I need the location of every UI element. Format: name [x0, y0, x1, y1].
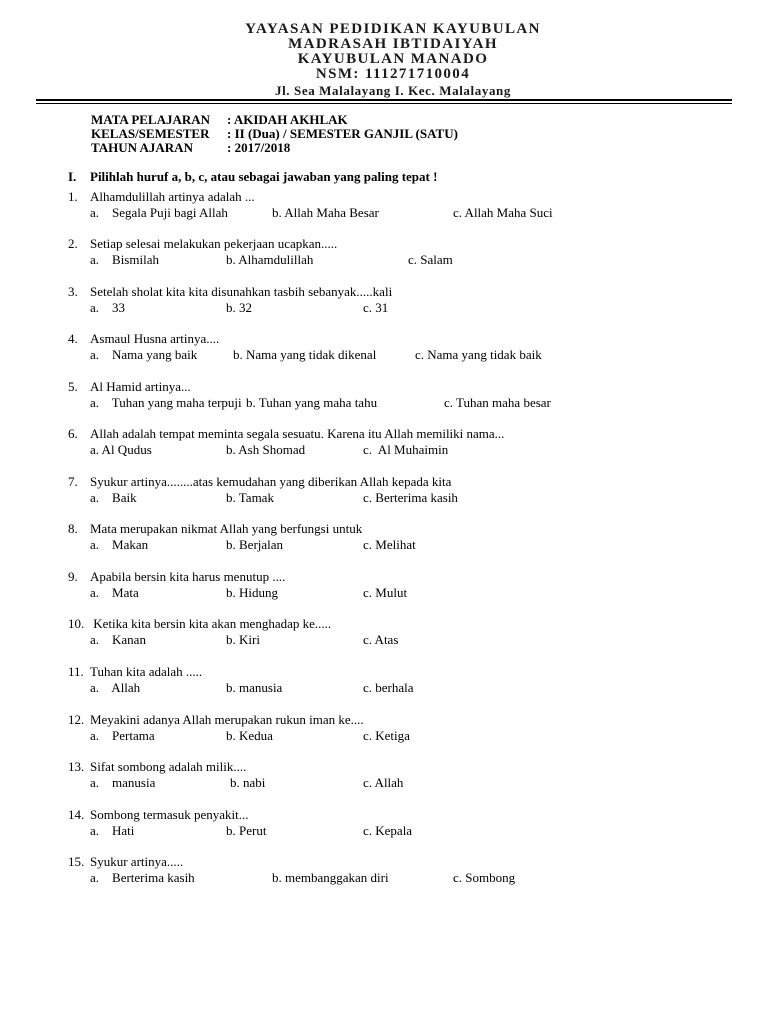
question-stem: [68, 284, 392, 300]
question-stem: [68, 379, 191, 395]
school-name: MADRASAH IBTIDAIYAH: [288, 36, 498, 52]
option-b: b. Kedua: [226, 728, 273, 743]
question-item: [68, 521, 416, 553]
header-divider-thick: [36, 99, 732, 101]
option-b: b. Kiri: [226, 632, 260, 647]
question-text: Syukur artinya.....: [90, 854, 184, 869]
option-c: c. Melihat: [363, 537, 416, 552]
question-number: 11.: [68, 664, 84, 679]
option-a: a. Pertama: [90, 728, 155, 743]
foundation-name: YAYASAN PEDIDIKAN KAYUBULAN: [245, 21, 541, 37]
question-number: 13.: [68, 759, 85, 774]
answer-options: [68, 300, 392, 316]
question-item: [68, 474, 458, 506]
section-number: I.: [68, 169, 77, 184]
option-b: b. Ash Shomad: [226, 442, 306, 457]
question-text: Al Hamid artinya...: [90, 379, 191, 394]
exam-info-row: [91, 127, 458, 141]
question-stem: [68, 474, 451, 490]
question-item: [68, 854, 516, 886]
option-b: b. Nama yang tidak dikenal: [233, 347, 377, 362]
question-text: Mata merupakan nikmat Allah yang berfungsi untuk: [90, 521, 363, 536]
question-stem: [68, 807, 249, 823]
question-stem: [68, 759, 246, 775]
option-a: a. Makan: [90, 537, 149, 552]
question-number: 12.: [68, 712, 85, 727]
question-item: [68, 236, 453, 268]
question-number: 15.: [68, 854, 85, 869]
exam-info-key: KELAS/SEMESTER: [91, 126, 210, 141]
question-item: [68, 379, 551, 411]
question-number: 9.: [68, 569, 78, 584]
question-item: [68, 284, 392, 316]
question-number: 4.: [68, 331, 78, 346]
section-text: Pilihlah huruf a, b, c, atau sebagai jawaban yang paling tepat !: [90, 169, 438, 184]
question-stem: [68, 521, 362, 537]
question-item: [68, 664, 414, 696]
exam-info-value: : II (Dua) / SEMESTER GANJIL (SATU): [227, 126, 458, 141]
option-a: a. Segala Puji bagi Allah: [90, 205, 228, 220]
option-a: a. Allah: [90, 680, 141, 695]
option-c: c. 31: [363, 300, 389, 315]
question-item: [68, 759, 404, 791]
option-c: c. berhala: [363, 680, 414, 695]
answer-options: [68, 395, 551, 411]
option-c: c. Ketiga: [363, 728, 410, 743]
option-a: a. Nama yang baik: [90, 347, 198, 362]
question-item: [68, 569, 408, 601]
answer-options: [68, 680, 414, 696]
answer-options: [68, 537, 416, 553]
answer-options: [68, 252, 453, 268]
option-b: b. Hidung: [226, 585, 278, 600]
option-a: a. Hati: [90, 823, 135, 838]
exam-info-row: [91, 141, 458, 155]
question-stem: [68, 189, 255, 205]
question-number: 5.: [68, 379, 78, 394]
question-text: Ketika kita bersin kita akan menghadap ke.....: [90, 616, 332, 631]
question-item: [68, 426, 504, 458]
option-c: c. Salam: [408, 252, 453, 267]
question-stem: [68, 426, 504, 442]
answer-options: [68, 490, 458, 506]
answer-options: [68, 205, 553, 221]
answer-options: [68, 775, 404, 791]
question-stem: [68, 664, 202, 680]
answer-options: [68, 728, 410, 744]
option-b: b. 32: [226, 300, 252, 315]
option-b: b. Perut: [226, 823, 267, 838]
question-stem: [68, 854, 183, 870]
school-nsm: NSM: 111271710004: [315, 66, 471, 82]
exam-info: [91, 113, 458, 155]
option-c: c. Nama yang tidak baik: [415, 347, 542, 362]
option-a: a. Bismilah: [90, 252, 159, 267]
section-instruction: [68, 169, 437, 185]
answer-options: [68, 347, 542, 363]
question-text: Sifat sombong adalah milik....: [90, 759, 247, 774]
question-item: [68, 331, 542, 363]
question-item: [68, 712, 410, 744]
question-text: Syukur artinya........atas kemudahan yang diberikan Allah kepada kita: [90, 474, 452, 489]
question-item: [68, 807, 413, 839]
question-text: Sombong termasuk penyakit...: [90, 807, 249, 822]
question-stem: [68, 712, 364, 728]
question-text: Asmaul Husna artinya....: [90, 331, 220, 346]
option-b: b. Alhamdulillah: [226, 252, 314, 267]
exam-info-value: : 2017/2018: [227, 140, 291, 155]
question-item: [68, 616, 399, 648]
option-a: a. 33: [90, 300, 126, 315]
answer-options: [68, 632, 399, 648]
question-number: 14.: [68, 807, 85, 822]
exam-info-key: TAHUN AJARAN: [91, 140, 193, 155]
answer-options: [68, 442, 504, 458]
option-c: c. Tuhan maha besar: [444, 395, 551, 410]
option-a: a. Tuhan yang maha terpuji: [90, 395, 242, 410]
exam-info-row: [91, 113, 458, 127]
option-c: c. Kepala: [363, 823, 413, 838]
school-address: Jl. Sea Malalayang I. Kec. Malalayang: [275, 83, 511, 98]
option-a: a. manusia: [90, 775, 156, 790]
option-a: a. Al Qudus: [90, 442, 152, 457]
question-number: 6.: [68, 426, 78, 441]
question-number: 3.: [68, 284, 78, 299]
question-stem: [68, 569, 285, 585]
option-c: c. Berterima kasih: [363, 490, 458, 505]
option-a: a. Mata: [90, 585, 139, 600]
option-c: c. Al Muhaimin: [363, 442, 449, 457]
question-stem: [68, 616, 331, 632]
option-c: c. Allah Maha Suci: [453, 205, 553, 220]
question-text: Allah adalah tempat meminta segala sesuatu. Karena itu Allah memiliki nama...: [90, 426, 505, 441]
option-a: a. Berterima kasih: [90, 870, 195, 885]
question-text: Setiap selesai melakukan pekerjaan ucapkan.....: [90, 236, 338, 251]
question-text: Meyakini adanya Allah merupakan rukun iman ke....: [90, 712, 364, 727]
answer-options: [68, 823, 413, 839]
answer-options: [68, 585, 408, 601]
question-text: Tuhan kita adalah .....: [90, 664, 203, 679]
option-b: b. Tuhan yang maha tahu: [246, 395, 378, 410]
question-item: [68, 189, 553, 221]
header-divider-thin: [36, 103, 732, 104]
question-stem: [68, 236, 337, 252]
option-c: c. Mulut: [363, 585, 408, 600]
option-c: c. Allah: [363, 775, 404, 790]
letterhead: [200, 22, 586, 98]
answer-options: [68, 870, 516, 886]
question-number: 2.: [68, 236, 78, 251]
question-text: Apabila bersin kita harus menutup ....: [90, 569, 286, 584]
option-c: c. Sombong: [453, 870, 516, 885]
option-b: b. nabi: [230, 775, 266, 790]
option-a: a. Baik: [90, 490, 137, 505]
option-c: c. Atas: [363, 632, 399, 647]
option-b: b. Tamak: [226, 490, 274, 505]
option-b: b. Allah Maha Besar: [272, 205, 379, 220]
school-location: KAYUBULAN MANADO: [297, 51, 489, 67]
question-text: Setelah sholat kita kita disunahkan tasbih sebanyak.....kali: [90, 284, 393, 299]
option-b: b. membanggakan diri: [272, 870, 389, 885]
question-number: 7.: [68, 474, 78, 489]
question-number: 8.: [68, 521, 78, 536]
exam-info-value: : AKIDAH AKHLAK: [227, 112, 348, 127]
question-number: 10.: [68, 616, 85, 631]
option-b: b. Berjalan: [226, 537, 284, 552]
option-a: a. Kanan: [90, 632, 146, 647]
option-b: b. manusia: [226, 680, 283, 695]
question-text: Alhamdulillah artinya adalah ...: [90, 189, 255, 204]
question-number: 1.: [68, 189, 78, 204]
question-stem: [68, 331, 219, 347]
exam-info-key: MATA PELAJARAN: [91, 112, 211, 127]
